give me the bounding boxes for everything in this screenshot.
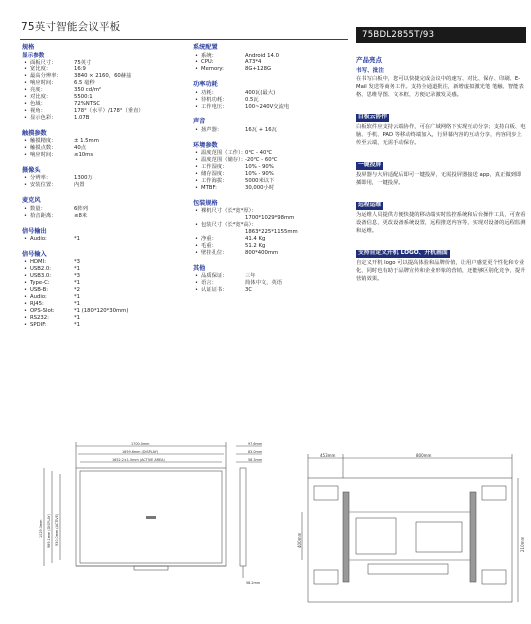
spec-key: • 亮度： bbox=[22, 87, 74, 94]
spec-key: • 显示色彩： bbox=[22, 115, 74, 122]
spec-row bbox=[193, 222, 353, 229]
spec-value: 6阵列 bbox=[74, 205, 88, 212]
spec-key: • 温度范围（储存）： bbox=[193, 157, 245, 164]
spec-row bbox=[22, 259, 187, 266]
spec-key: • 宽比度： bbox=[22, 66, 74, 73]
spec-value: 内置 bbox=[74, 182, 85, 189]
sound-heading: 声音 bbox=[193, 118, 206, 126]
spec-row bbox=[193, 287, 353, 294]
spec-key: • Audio: bbox=[22, 294, 74, 301]
highlight-block bbox=[356, 191, 526, 235]
spec-row bbox=[193, 250, 353, 257]
spec-value: Android 14.0 bbox=[245, 52, 279, 59]
spec-key: • 响应时间： bbox=[22, 80, 74, 87]
spec-row bbox=[22, 87, 187, 94]
highlights-heading: 产品亮点 bbox=[356, 56, 382, 64]
dim-width-display: 1659.6mm (DISPLAY) bbox=[122, 450, 159, 454]
highlight-text: 自定义开机 logo 可以提高体验和品牌价值，让用户感觉更个性化和专业化，同时也有助于品牌宣传和企业形象的营销，还能够区别化竞争，提升营销效果。 bbox=[356, 259, 526, 283]
dim-width-total: 1700.0mm bbox=[131, 442, 150, 446]
highlight-block bbox=[356, 151, 526, 187]
spec-value: 0.5瓦 bbox=[245, 96, 259, 103]
spec-key: • OPS-Slot: bbox=[22, 308, 74, 315]
spec-value: 40点 bbox=[74, 145, 87, 152]
spec-value bbox=[245, 208, 353, 215]
dim-vesa-height: 400mm bbox=[297, 532, 302, 548]
spec-row bbox=[193, 208, 353, 215]
dim-depth-2: 83.0mm bbox=[248, 450, 263, 454]
spec-key: • 触摸点数： bbox=[22, 145, 74, 152]
highlight-block bbox=[356, 103, 526, 147]
spec-value: *1 (180*120*30mm) bbox=[74, 307, 129, 314]
spec-row bbox=[193, 178, 353, 185]
back-dimension-drawing bbox=[298, 452, 526, 616]
spec-value: 0℃ - 40℃ bbox=[245, 150, 273, 157]
spec-key: • 扬声器： bbox=[193, 127, 245, 134]
spec-value: 1700*1029*98mm bbox=[245, 215, 295, 222]
spec-key: • 工作电压： bbox=[193, 104, 245, 111]
spec-row bbox=[193, 104, 353, 111]
spec-value: -20℃ - 60℃ bbox=[245, 157, 278, 164]
spec-key: • SPDIF: bbox=[22, 322, 74, 329]
spec-value: *1 bbox=[74, 280, 81, 287]
spec-value: *1 bbox=[74, 293, 81, 300]
spec-key: • 毛重： bbox=[193, 243, 245, 250]
spec-value bbox=[245, 222, 353, 229]
highlight-title: 书写、批注 bbox=[356, 67, 384, 74]
spec-row bbox=[193, 59, 353, 66]
spec-key: • 色域： bbox=[22, 101, 74, 108]
spec-row bbox=[22, 280, 187, 287]
spec-value: 3C bbox=[245, 286, 253, 293]
highlight-title: 白板云协作 bbox=[358, 114, 387, 121]
packing-heading: 包装规格 bbox=[193, 199, 218, 207]
highlight-title: 一键投屏 bbox=[358, 162, 382, 169]
spec-heading: 规格 bbox=[22, 44, 35, 51]
spec-value: 三年 bbox=[245, 273, 256, 280]
spec-row bbox=[193, 66, 353, 73]
spec-key: • 分辨率： bbox=[22, 175, 74, 182]
dim-height-active: 930.0mm (ACTIVE) bbox=[55, 513, 59, 546]
spec-value: 6.5 毫秒 bbox=[74, 80, 95, 87]
spec-row bbox=[22, 94, 187, 101]
spec-key: • 温度范围（工作）： bbox=[193, 150, 245, 157]
spec-value: *2 bbox=[74, 287, 81, 294]
spec-value: *1 bbox=[74, 321, 81, 328]
spec-key: • 视角： bbox=[22, 108, 74, 115]
spec-key: • 工作海拔： bbox=[193, 178, 245, 185]
spec-row bbox=[22, 315, 187, 322]
back-panel-outline bbox=[308, 478, 512, 602]
spec-key: • 功耗： bbox=[193, 90, 245, 97]
spec-value: 10% - 90% bbox=[245, 171, 274, 178]
spec-value: ± 1.5mm bbox=[74, 138, 99, 145]
spec-key: • 净重： bbox=[193, 236, 245, 243]
spec-row bbox=[193, 127, 353, 134]
highlight-text: 为运维人员提供方便快捷的移动端实时监控系统和后台操作工具，可查看设备信息，更改设备系统设置，远程推送内容等，实现对设备的远程监测和运维。 bbox=[356, 211, 526, 235]
spec-key: • 安装位置： bbox=[22, 182, 74, 189]
spec-value: 1300万 bbox=[74, 175, 93, 182]
dim-depth-1: 97.6mm bbox=[248, 442, 263, 446]
front-dimension-drawing bbox=[36, 438, 268, 614]
signal-in-rows bbox=[22, 259, 187, 328]
spec-row bbox=[22, 301, 187, 308]
spec-value: 3840 × 2160，60赫兹 bbox=[74, 73, 132, 80]
spec-row bbox=[22, 115, 187, 122]
spec-row bbox=[193, 280, 353, 287]
spec-key: • 响应时间： bbox=[22, 152, 74, 159]
spec-value: 16:9 bbox=[74, 66, 86, 73]
spec-value: 简体中文，英语 bbox=[245, 280, 283, 287]
spec-row bbox=[193, 273, 353, 280]
spec-key: • CPU: bbox=[193, 59, 245, 66]
spec-value: 5000米以下 bbox=[245, 177, 275, 184]
dim-back-right: 210mm bbox=[520, 536, 525, 552]
spec-key: • 包装尺寸（长*宽*高）： bbox=[193, 222, 245, 229]
spec-row bbox=[193, 236, 353, 243]
other-heading: 其他 bbox=[193, 264, 206, 272]
spec-row bbox=[22, 266, 187, 273]
highlight-title: 支持自定义开机 LOGO、开机画面 bbox=[358, 250, 448, 257]
spec-row bbox=[193, 185, 353, 192]
mic-heading: 麦克风 bbox=[22, 197, 41, 205]
dim-width-active: 1652.2±1.5mm (ACTIVE AREA) bbox=[112, 458, 165, 462]
title-rule bbox=[20, 39, 348, 40]
signal-out-heading: 信号输出 bbox=[22, 227, 47, 235]
spec-key: • Memory: bbox=[193, 66, 245, 73]
signal-in-heading: 信号输入 bbox=[22, 250, 47, 258]
spec-key: • 储存湿度： bbox=[193, 171, 245, 178]
spec-row bbox=[193, 229, 353, 236]
dim-height-display: 989.1mm (DISPLAY) bbox=[47, 514, 51, 548]
spec-row bbox=[22, 273, 187, 280]
spec-key: • USB3.0: bbox=[22, 273, 74, 280]
signal-out-rows bbox=[22, 236, 187, 243]
spec-key: • MTBF: bbox=[193, 185, 245, 192]
spec-key: • 壁挂孔位： bbox=[193, 250, 245, 257]
spec-key: • USB2.0: bbox=[22, 266, 74, 273]
other-rows bbox=[193, 273, 353, 294]
dim-vesa-width: 800mm bbox=[416, 453, 432, 458]
mic-rows bbox=[22, 206, 187, 220]
spec-value: 1863*225*1155mm bbox=[245, 229, 298, 235]
highlight-block bbox=[356, 239, 526, 283]
spec-value: *3 bbox=[74, 273, 81, 280]
spec-value: 51.2 Kg bbox=[245, 242, 266, 249]
spec-key: • RS232: bbox=[22, 315, 74, 322]
spec-value: ≤10ms bbox=[74, 151, 94, 158]
highlights-column bbox=[356, 47, 526, 287]
model-banner: 75BDL2855T/93 bbox=[356, 27, 526, 43]
spec-value: *1 bbox=[74, 314, 81, 321]
spec-key: • Type-C: bbox=[22, 280, 74, 287]
spec-value: 1.07B bbox=[74, 114, 90, 121]
spec-row bbox=[22, 152, 187, 159]
dim-side-bottom: 58.2mm bbox=[246, 581, 261, 585]
spec-key: • 触摸精度： bbox=[22, 138, 74, 145]
spec-key: • 最高分辨率： bbox=[22, 73, 74, 80]
spec-key: • 语言： bbox=[193, 280, 245, 287]
sound-rows bbox=[193, 127, 353, 134]
spec-row bbox=[22, 101, 187, 108]
spec-value: 100~240V交流电 bbox=[245, 103, 290, 110]
spec-value: 5500:1 bbox=[74, 94, 93, 101]
spec-row bbox=[193, 97, 353, 104]
highlight-block bbox=[356, 68, 526, 100]
dim-depth-3: 58.3mm bbox=[248, 458, 263, 462]
environment-heading: 环境参数 bbox=[193, 141, 218, 149]
spec-key: • 待机功耗： bbox=[193, 97, 245, 104]
spec-column-middle bbox=[193, 44, 353, 294]
spec-key: • 品质保证： bbox=[193, 273, 245, 280]
spec-row bbox=[22, 213, 187, 220]
highlight-blocks bbox=[356, 68, 526, 284]
spec-row bbox=[22, 236, 187, 243]
spec-value: *1 bbox=[74, 300, 81, 307]
spec-row bbox=[22, 80, 187, 87]
spec-value: A73*4 bbox=[245, 59, 262, 66]
spec-value: 8G+128G bbox=[245, 66, 272, 73]
spec-key: • 系统： bbox=[193, 53, 245, 60]
spec-value: 30,000小时 bbox=[245, 184, 275, 191]
spec-value: *1 bbox=[74, 266, 81, 273]
spec-key: • 面板尺寸： bbox=[22, 60, 74, 67]
spec-key: • 裸机尺寸（长*宽*厚）： bbox=[193, 208, 245, 215]
spec-row bbox=[22, 145, 187, 152]
spec-value: 16瓦 + 16瓦 bbox=[245, 126, 277, 133]
spec-row bbox=[22, 108, 187, 115]
page-title: 75英寸智能会议平板 bbox=[21, 21, 121, 33]
spec-row bbox=[22, 294, 187, 301]
spec-key: • 工作湿度： bbox=[193, 164, 245, 171]
spec-key: • 拾音距离： bbox=[22, 213, 74, 220]
spec-column-left bbox=[22, 44, 187, 328]
dim-height-total: 1029.0mm bbox=[39, 519, 43, 538]
spec-key: • HDMI: bbox=[22, 259, 74, 266]
system-rows bbox=[193, 53, 353, 74]
spec-key: • 认证证书： bbox=[193, 287, 245, 294]
display-rows bbox=[22, 60, 187, 122]
spec-row bbox=[193, 243, 353, 250]
spec-key: • 对比度： bbox=[22, 94, 74, 101]
spec-value: 400瓦(最大) bbox=[245, 89, 276, 96]
spec-row bbox=[22, 308, 187, 315]
spec-key: • 数量： bbox=[22, 206, 74, 213]
spec-row bbox=[193, 171, 353, 178]
touch-rows bbox=[22, 138, 187, 159]
highlight-title: 远程运维 bbox=[358, 202, 382, 209]
spec-value: 350 cd/m² bbox=[74, 87, 102, 94]
highlight-text: 在书写白板中，您可以快捷完成会议中的速写、对比、保存、印刷、E-Mail 发送等商务工作。支持全通道批注，新增虚拟激光笔 笔触、智能表格、思维导图、文本框，方便记录激发灵感。 bbox=[356, 75, 524, 98]
system-heading: 系统配置 bbox=[193, 44, 218, 51]
highlight-text: 白板软件应支持云端协作，可在广域网络下实现互动分享；支持白板、电脑、手机、PAD 等移动终端加入，行屏幕内容的互动分享，内容同步上传至云端，无需手动保存。 bbox=[356, 123, 526, 147]
spec-key: • RJ45: bbox=[22, 301, 74, 308]
camera-heading: 摄像头 bbox=[22, 166, 41, 174]
spec-value: 178°（水平）/178°（垂直） bbox=[74, 107, 144, 114]
environment-rows bbox=[193, 150, 353, 191]
power-rows bbox=[193, 90, 353, 111]
spec-value: *1 bbox=[74, 236, 81, 242]
touch-heading: 触摸参数 bbox=[22, 129, 47, 137]
highlight-text: 投屏器与大屏适配后即可一键投屏，无需投屏器接送 app，真正做到即插即用，一键投屏。 bbox=[356, 171, 522, 186]
display-heading: 显示参数 bbox=[22, 52, 45, 59]
spec-row bbox=[193, 90, 353, 97]
power-heading: 功率功耗 bbox=[193, 81, 218, 89]
dim-back-offset: 453mm bbox=[320, 453, 336, 458]
spec-row bbox=[193, 53, 353, 60]
spec-value: 41.4 Kg bbox=[245, 235, 266, 242]
camera-rows bbox=[22, 175, 187, 189]
spec-key: • USB-B: bbox=[22, 287, 74, 294]
spec-value: 72%NTSC bbox=[74, 100, 101, 107]
spec-value: *3 bbox=[74, 259, 81, 266]
spec-value: 800*400mm bbox=[245, 249, 279, 256]
spec-row bbox=[22, 322, 187, 329]
spec-row bbox=[22, 287, 187, 294]
spec-key: • Audio: bbox=[22, 236, 74, 243]
spec-row bbox=[22, 206, 187, 213]
packing-rows bbox=[193, 208, 353, 256]
spec-value: ≤8米 bbox=[74, 212, 88, 219]
spec-value: 75英寸 bbox=[74, 59, 92, 66]
spec-row bbox=[22, 182, 187, 189]
spec-value: 10% - 90% bbox=[245, 164, 274, 171]
